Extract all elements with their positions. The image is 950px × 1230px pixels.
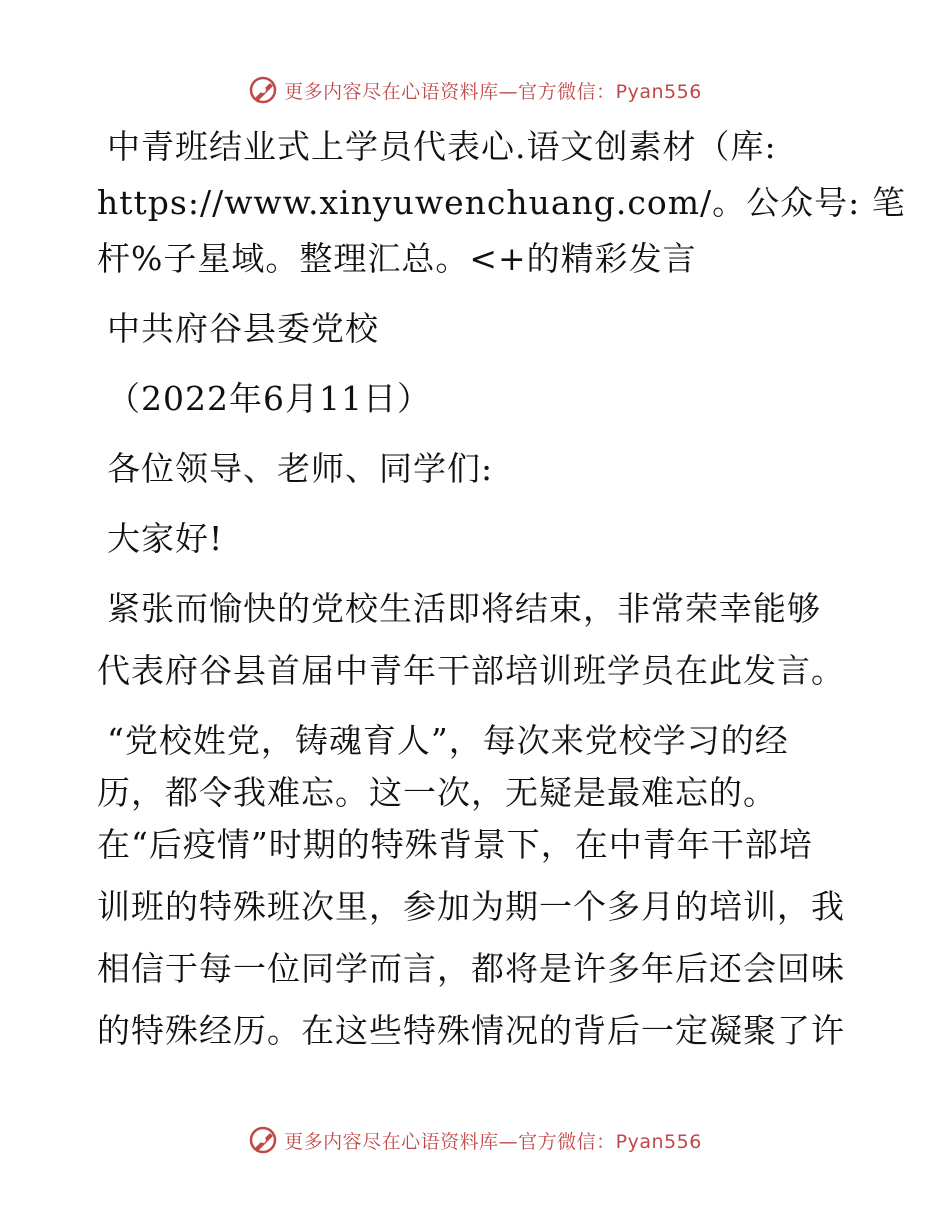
footer-banner [0,1120,950,1160]
title-line-3: 杆%子星域。整理汇总。<+的精彩发言 [97,239,697,278]
banner-text: 更多内容尽在心语资料库—官方微信：Pyan556 [284,80,702,103]
paragraph-2-line-1: “党校姓党，铸魂育人”，每次来党校学习的经 [107,721,789,760]
greeting: 大家好! [107,519,224,558]
pen-logo-icon [248,75,278,105]
title-line-1: 中青班结业式上学员代表心.语文创素材（库: [107,127,777,166]
organization: 中共府谷县委党校 [107,309,379,348]
header-banner [0,70,950,110]
paragraph-3-line-3: 相信于每一位同学而言，都将是许多年后还会回味 [97,949,845,988]
document-body [97,120,906,1058]
pen-logo-icon [248,1125,278,1155]
salutation: 各位领导、老师、同学们: [107,449,494,488]
paragraph-3-line-2: 训班的特殊班次里，参加为期一个多月的培训，我 [97,887,845,926]
paragraph-3-line-4: 的特殊经历。在这些特殊情况的背后一定凝聚了许 [97,1011,845,1050]
title-line-2: https://www.xinyuwenchuang.com/。公众号: 笔 [97,183,906,222]
banner-text: 更多内容尽在心语资料库—官方微信：Pyan556 [284,1130,702,1153]
paragraph-1-line-2: 代表府谷县首届中青年干部培训班学员在此发言。 [97,651,845,690]
paragraph-3-line-1: 在“后疫情”时期的特殊背景下，在中青年干部培 [97,825,813,864]
date-line: （2022年6月11日） [107,379,431,418]
paragraph-2-line-2: 历，都令我难忘。这一次，无疑是最难忘的。 [97,773,777,812]
paragraph-1-line-1: 紧张而愉快的党校生活即将结束，非常荣幸能够 [107,589,821,628]
